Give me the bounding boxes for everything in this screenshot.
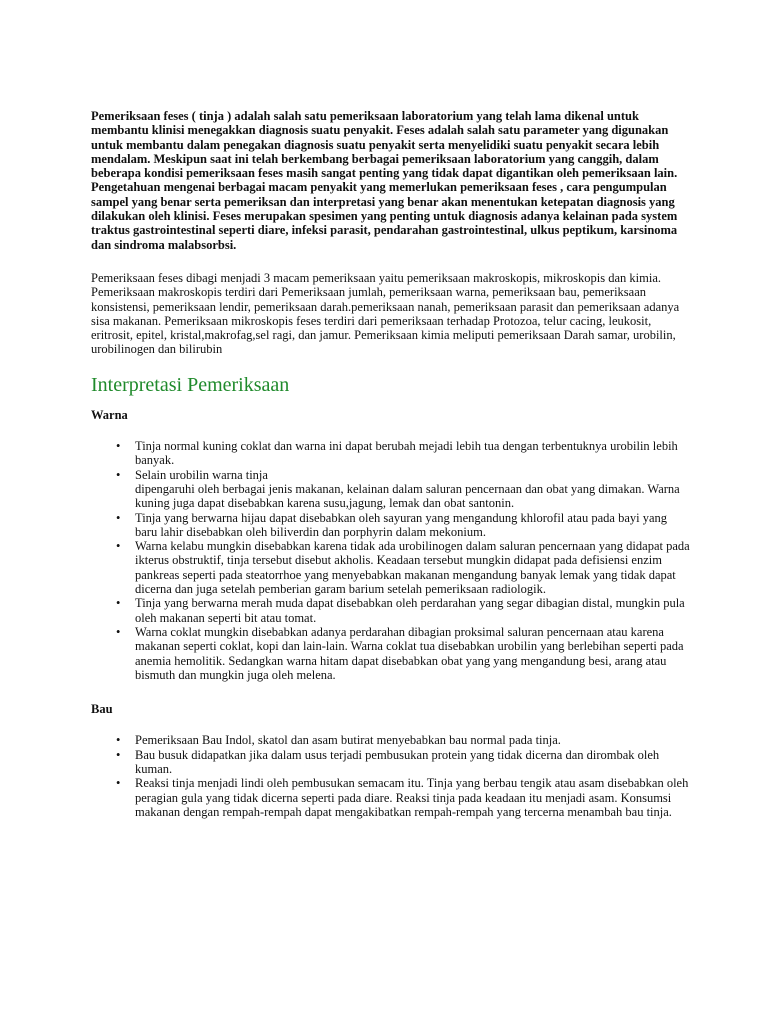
bullet-icon: •	[116, 776, 121, 791]
list-item-text: Warna kelabu mungkin disebabkan karena tidak ada urobilinogen dalam saluran pencernaan yang didapat pada ikterus obstruktif, tinja tersebut disebut akholis. Keadaan tersebut mungkin didapat pada defisiensi enzim pankreas seperti pada steatorrhoe yang menyebabkan makanan mengandung banyak lemak yang tidak dapat dicerna dan juga setelah pemberian garam barium setelah pemeriksaan radiologik.	[135, 539, 690, 597]
list-item-text: Tinja yang berwarna merah muda dapat disebabkan oleh perdarahan yang segar dibagian distal, mungkin pula oleh makanan seperti bit atau tomat.	[135, 596, 685, 625]
list-item	[116, 747, 691, 777]
list-item	[116, 439, 691, 468]
list-item-text: Warna coklat mungkin disebabkan adanya perdarahan dibagian proksimal saluran pencernaan atau karena makanan seperti coklat, kopi dan lain-lain. Warna coklat tua disebabkan urobilin yang berlebihan seperti pada anemia hemolitik. Sedangkan warna hitam dapat disebabkan obat yang yang mengandung besi, arang atau bismuth dan mungkin juga oleh melena.	[135, 624, 684, 682]
list-item	[116, 624, 691, 682]
bullet-icon: •	[116, 510, 121, 525]
list-item	[116, 596, 691, 625]
bullet-icon: •	[116, 596, 121, 611]
list-item	[116, 733, 691, 748]
bau-list	[91, 733, 691, 819]
document-body	[91, 109, 691, 819]
list-item-text: Reaksi tinja menjadi lindi oleh pembusukan semacam itu. Tinja yang berbau tengik atau asam disebabkan oleh peragian gula yang tidak dicerna seperti pada diare. Reaksi tinja pada keadaan itu menjadi asam. Konsumsi makanan dengan rempah-rempah dapat mengakibatkan rempah-rempah yang tercerna menambah bau tinja.	[135, 776, 689, 819]
list-item-text: Bau busuk didapatkan jika dalam usus terjadi pembusukan protein yang tidak dicerna dan dirombak oleh kuman.	[135, 747, 660, 776]
overview-paragraph: Pemeriksaan feses dibagi menjadi 3 macam pemeriksaan yaitu pemeriksaan makroskopis, mikroskopis dan kimia. Pemeriksaan makroskopis terdiri dari Pemeriksaan jumlah, pemeriksaan warna, pemeriksaan bau, pemeriksaan konsistensi, pemeriksaan lendir, pemeriksaan darah.pemeriksaan nanah, pemeriksaan parasit dan pemeriksaan adanya sisa makanan. Pemeriksaan mikroskopis feses terdiri dari pemeriksaan terhadap Protozoa, telur cacing, leukosit, eritrosit, epitel, kristal,makrofag,sel ragi, dan jamur. Pemeriksaan kimia meliputi pemeriksaan Darah samar, urobilin, urobilinogen dan bilirubin	[91, 270, 680, 357]
section-title: Interpretasi Pemeriksaan	[91, 373, 290, 396]
warna-heading: Warna	[91, 407, 128, 422]
intro-paragraph: Pemeriksaan feses ( tinja ) adalah salah satu pemeriksaan laboratorium yang telah lama dikenal untuk membantu klinisi menegakkan diagnosis suatu penyakit. Feses adalah salah satu parameter yang digunakan untuk membantu dalam penegakan diagnosis suatu penyakit serta menyelidiki suatu penyakit secara lebih mendalam. Meskipun saat ini telah berkembang berbagai pemeriksaan laboratorium yang canggih, dalam beberapa kondisi pemeriksaan feses masih sangat penting yang tidak dapat digantikan oleh pemeriksaan lain. Pengetahuan mengenai berbagai macam penyakit yang memerlukan pemeriksaan feses , cara pengumpulan sampel yang benar serta pemeriksan dan interpretasi yang benar akan menentukan ketepatan diagnosis yang dilakukan oleh klinisi. Feses merupakan spesimen yang penting untuk diagnosis adanya kelainan pada system traktus gastrointestinal seperti diare, infeksi parasit, pendarahan gastrointestinal, ulkus peptikum, karsinoma dan sindroma malabsorbsi.	[91, 109, 678, 252]
list-item	[116, 539, 691, 597]
bullet-icon: •	[116, 539, 121, 554]
warna-list	[91, 439, 691, 682]
list-item	[116, 467, 691, 511]
list-item	[116, 510, 691, 540]
bullet-icon: •	[116, 747, 121, 762]
bau-heading: Bau	[91, 702, 113, 717]
list-item-text: Tinja yang berwarna hijau dapat disebabkan oleh sayuran yang mengandung khlorofil atau pada bayi yang baru lahir disebabkan oleh biliverdin dan porphyrin dalam mekonium.	[135, 510, 668, 539]
bullet-icon: •	[116, 439, 121, 454]
list-item-text: Pemeriksaan Bau Indol, skatol dan asam butirat menyebabkan bau normal pada tinja.	[135, 733, 561, 748]
list-item-text: Selain urobilin warna tinja dipengaruhi oleh berbagai jenis makanan, kelainan dalam saluran pencernaan dan obat yang dimakan. Warna kuning juga dapat disebabkan karena susu,jagung, lemak dan obat santonin.	[135, 467, 680, 511]
list-item	[116, 776, 691, 819]
bullet-icon: •	[116, 733, 121, 748]
list-item-text: Tinja normal kuning coklat dan warna ini dapat berubah mejadi lebih tua dengan terbentuknya urobilin lebih banyak.	[135, 439, 678, 468]
bullet-icon: •	[116, 624, 121, 639]
bullet-icon: •	[116, 467, 121, 482]
